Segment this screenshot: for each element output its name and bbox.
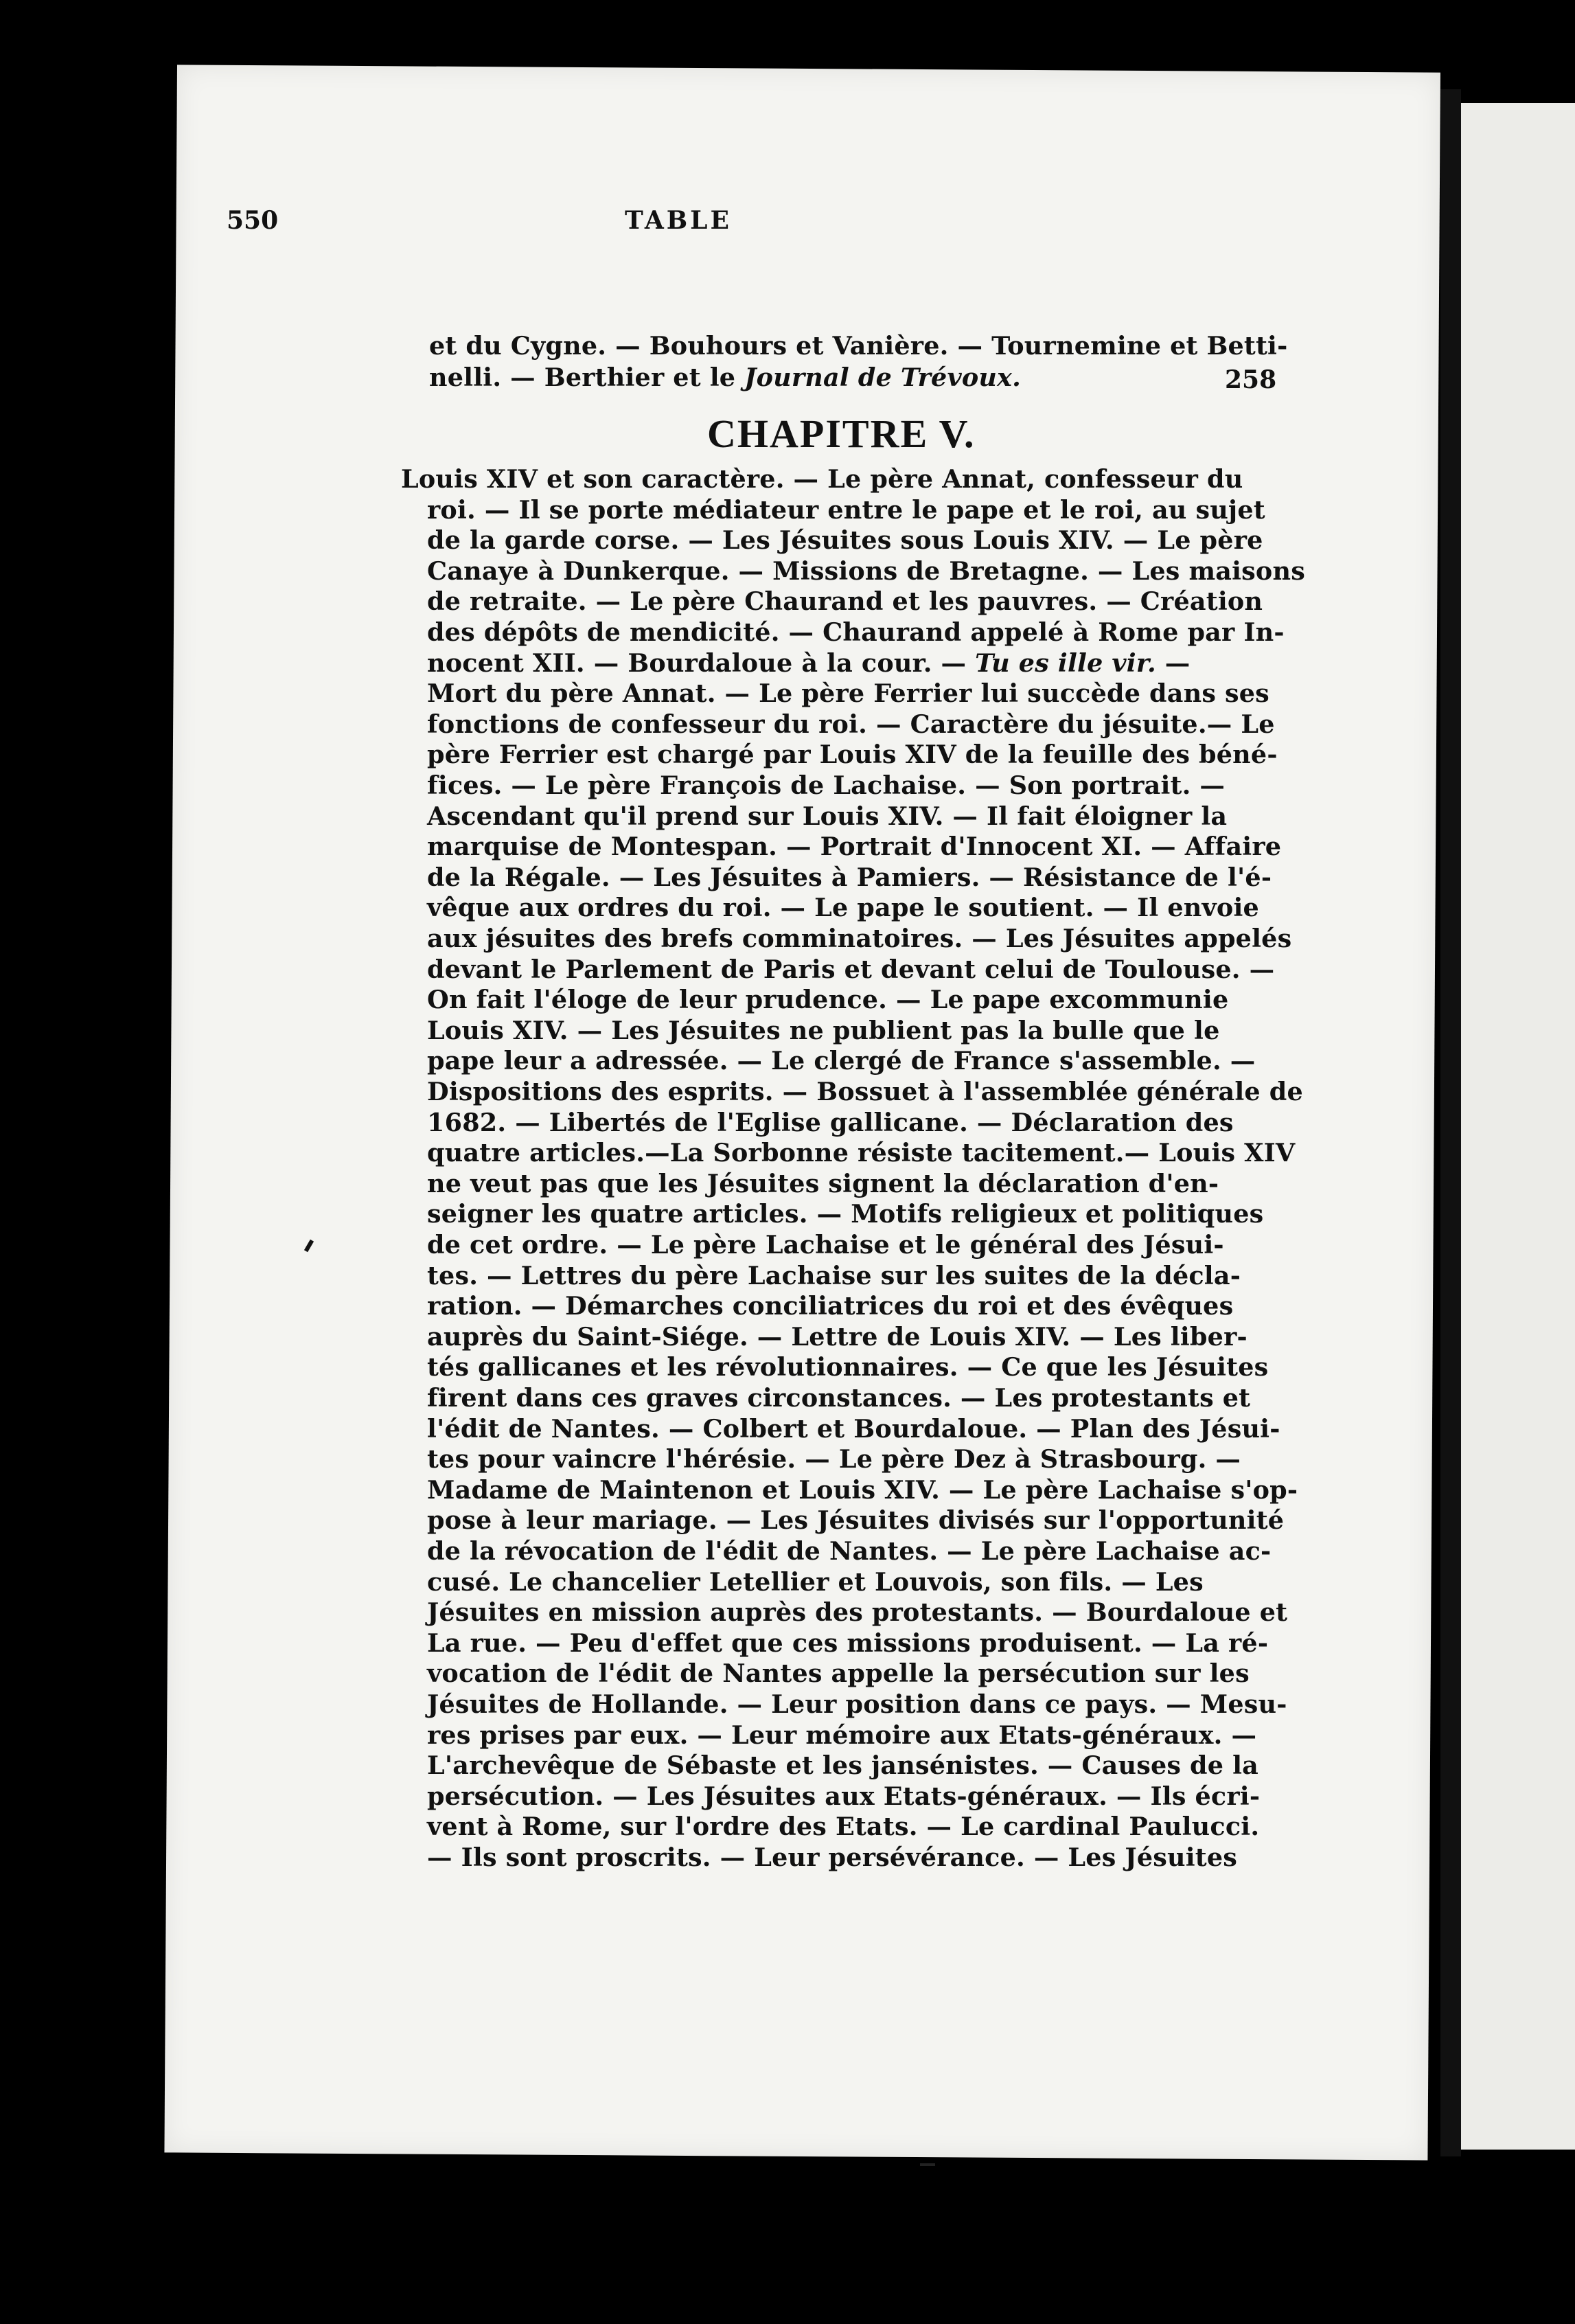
chapter-summary-text: devant le Parlement de Paris et devant celui de Toulouse. — [427, 954, 1275, 984]
chapter-summary-text: vent à Rome, sur l'ordre des Etats. — Le cardinal Paulucci. [427, 1812, 1260, 1842]
chapter-summary-text: cusé. Le chancelier Letellier et Louvois, son fils. — Les [427, 1567, 1204, 1597]
chapter-summary-line [427, 494, 1265, 525]
chapter-summary-line [427, 1474, 1298, 1505]
chapter-summary-text: firent dans ces graves circonstances. — Les protestants et [427, 1383, 1251, 1413]
chapter-summary-text: Ascendant qu'il prend sur Louis XIV. — Il fait éloigner la [427, 801, 1228, 831]
chapter-summary-text: Mort du père Annat. — Le père Ferrier lui succède dans ses [427, 679, 1269, 709]
chapter-summary-line [427, 1199, 1264, 1229]
chapter-summary-line [427, 893, 1259, 923]
chapter-summary-text: tés gallicanes et les révolutionnaires. — Ce que les Jésuites [427, 1352, 1269, 1382]
chapter-summary-line [427, 648, 1191, 678]
chapter-summary-line [427, 1107, 1234, 1137]
chapter-summary-text: — Ils sont proscrits. — Leur persévérance. — Les Jésuites [427, 1843, 1238, 1872]
chapter-summary-line [427, 1383, 1251, 1413]
chapter-summary-line [427, 1689, 1287, 1719]
chapter-summary-line [427, 556, 1305, 586]
chapter-summary-line [427, 1720, 1257, 1750]
facing-page-edge [1461, 103, 1575, 2150]
chapter-summary-text: de cet ordre. — Le père Lachaise et le général des Jésui- [427, 1230, 1224, 1260]
chapter-summary-line [427, 1077, 1303, 1106]
chapter-summary-line [427, 586, 1263, 617]
chapter-summary-line [427, 773, 1225, 799]
chapter-summary-text: Canaye à Dunkerque. — Missions de Bretagne. — Les maisons [427, 556, 1305, 586]
chapter-summary-line [427, 1845, 1237, 1871]
chapter-summary-line [427, 1536, 1272, 1566]
chapter-summary-text: de la révocation de l'édit de Nantes. — Le père Lachaise ac- [427, 1536, 1272, 1566]
chapter-summary-text: des dépôts de mendicité. — Chaurand appelé à Rome par In- [427, 617, 1285, 647]
chapter-summary-line [427, 834, 1281, 860]
chapter-summary-text: père Ferrier est chargé par Louis XIV de la feuille des béné- [427, 740, 1278, 770]
chapter-summary-italic-quote: Tu es ille vir. [975, 648, 1156, 678]
chapter-summary-line [427, 1321, 1248, 1352]
chapter-summary-line [427, 801, 1228, 831]
chapter-summary-text: tes pour vaincre l'hérésie. — Le père Dez à Strasbourg. — [427, 1444, 1241, 1474]
chapter-summary-dash: — [1164, 648, 1191, 678]
chapter-summary-text: seigner les quatre articles. — Motifs religieux et politiques [427, 1199, 1264, 1229]
chapter-summary-line [427, 1413, 1280, 1444]
chapter-summary-line [427, 1444, 1241, 1474]
chapter-summary-line [427, 1781, 1261, 1811]
chapter-summary-line [427, 1138, 1296, 1168]
chapter-summary-line [427, 709, 1275, 739]
chapter-summary-text: marquise de Montespan. — Portrait d'Innocent XI. — Affaire [427, 832, 1282, 862]
running-title: TABLE [625, 206, 732, 235]
chapter-summary-text: fonctions de confesseur du roi. — Caractère du jésuite.— Le [427, 709, 1275, 739]
chapter-summary-line [427, 1260, 1241, 1290]
continuation-text: nelli. — Berthier et le [429, 363, 736, 392]
continuation-italic-title: Journal de Trévoux. [744, 363, 1022, 392]
chapter-summary-text: La rue. — Peu d'effet que ces missions produisent. — La ré- [427, 1628, 1269, 1658]
chapter-summary-line [427, 617, 1285, 647]
page-header [227, 206, 1270, 247]
chapter-summary-text: Jésuites de Hollande. — Leur position dans ce pays. — Mesu- [427, 1689, 1287, 1719]
chapter-summary-text: l'édit de Nantes. — Colbert et Bourdaloue. — Plan des Jésui- [427, 1413, 1280, 1444]
chapter-summary-text: Louis XIV. — Les Jésuites ne publient pas la bulle que le [427, 1015, 1220, 1045]
chapter-summary-line [427, 985, 1229, 1015]
continuation-line-1: et du Cygne. — Bouhours et Vanière. — Tournemine et Betti- [429, 331, 1288, 361]
chapter-summary-text: L'archevêque de Sébaste et les jansénistes. — Causes de la [427, 1751, 1259, 1781]
chapter-summary-line [427, 525, 1263, 556]
chapter-summary-line [427, 1628, 1269, 1658]
chapter-summary-line [427, 1567, 1204, 1597]
chapter-summary-text: ne veut pas que les Jésuites signent la déclaration d'en- [427, 1168, 1219, 1198]
chapter-summary-text: ration. — Démarches conciliatrices du roi et des évêques [427, 1291, 1234, 1321]
chapter-summary-line [427, 1661, 1250, 1687]
chapter-summary-text: pose à leur mariage. — Les Jésuites divisés sur l'opportunité [427, 1505, 1285, 1536]
chapter-summary-text: res prises par eux. — Leur mémoire aux Etats-généraux. — [427, 1720, 1257, 1750]
chapter-summary-text: tes. — Lettres du père Lachaise sur les suites de la décla- [427, 1260, 1241, 1290]
chapter-summary-text: Jésuites en mission auprès des protestants. — Bourdaloue et [427, 1597, 1288, 1628]
chapter-summary-text: 1682. — Libertés de l'Eglise gallicane. — Déclaration des [427, 1107, 1234, 1137]
continuation-line-2 [429, 365, 1021, 391]
chapter-summary-line [427, 1168, 1219, 1198]
chapter-summary-text: persécution. — Les Jésuites aux Etats-généraux. — Ils écri- [427, 1781, 1261, 1811]
chapter-summary-text: On fait l'éloge de leur prudence. — Le pape excommunie [427, 985, 1229, 1015]
chapter-summary-line [427, 1046, 1256, 1076]
chapter-summary-line [427, 1814, 1259, 1840]
chapter-summary-line [427, 1753, 1258, 1779]
chapter-title: CHAPITRE V. [707, 411, 976, 456]
chapter-summary-text: pape leur a adressée. — Le clergé de France s'assemble. — [427, 1046, 1256, 1076]
page-number: 550 [227, 206, 279, 235]
chapter-summary-line [401, 464, 1243, 494]
chapter-summary-line [427, 862, 1272, 892]
chapter-summary-text: Madame de Maintenon et Louis XIV. — Le père Lachaise s'op- [427, 1474, 1298, 1505]
chapter-summary-line [427, 1291, 1234, 1321]
chapter-summary-line [427, 1597, 1288, 1628]
chapter-summary-text: de la Régale. — Les Jésuites à Pamiers. — Résistance de l'é- [427, 862, 1272, 892]
chapter-summary-line [427, 954, 1275, 984]
chapter-summary-line [427, 742, 1278, 768]
chapter-summary-line [427, 1505, 1285, 1536]
chapter-summary-text: quatre articles.—La Sorbonne résiste tacitement.— Louis XIV [427, 1138, 1296, 1168]
chapter-summary-text: vêque aux ordres du roi. — Le pape le soutient. — Il envoie [427, 893, 1259, 923]
chapter-summary-text: vocation de l'édit de Nantes appelle la persécution sur les [427, 1659, 1250, 1689]
chapter-summary-line [427, 926, 1291, 952]
chapter-summary-line [427, 1015, 1220, 1045]
chapter-summary-line [427, 681, 1269, 707]
continuation-page-ref: 258 [1225, 365, 1277, 394]
gutter-shadow [1440, 89, 1461, 2156]
chapter-summary-text: Dispositions des esprits. — Bossuet à l'assemblée générale de [427, 1077, 1303, 1106]
chapter-summary-text: Louis XIV et son caractère. — Le père Annat, confesseur du [401, 464, 1243, 494]
chapter-summary-line [427, 1352, 1269, 1382]
chapter-summary-line [427, 1230, 1224, 1260]
chapter-summary-text: aux jésuites des brefs comminatoires. — Les Jésuites appelés [427, 924, 1292, 953]
chapter-summary-text: de la garde corse. — Les Jésuites sous Louis XIV. — Le père [427, 525, 1263, 556]
footer-mark [920, 2163, 935, 2166]
chapter-summary-text: auprès du Saint-Siége. — Lettre de Louis XIV. — Les liber- [427, 1321, 1248, 1352]
chapter-summary-text: roi. — Il se porte médiateur entre le pape et le roi, au sujet [427, 494, 1265, 525]
chapter-summary-text: nocent XII. — Bourdaloue à la cour. — [427, 648, 967, 678]
chapter-summary-text: fices. — Le père François de Lachaise. — Son portrait. — [427, 771, 1226, 800]
chapter-summary-text: de retraite. — Le père Chaurand et les pauvres. — Création [427, 586, 1263, 617]
